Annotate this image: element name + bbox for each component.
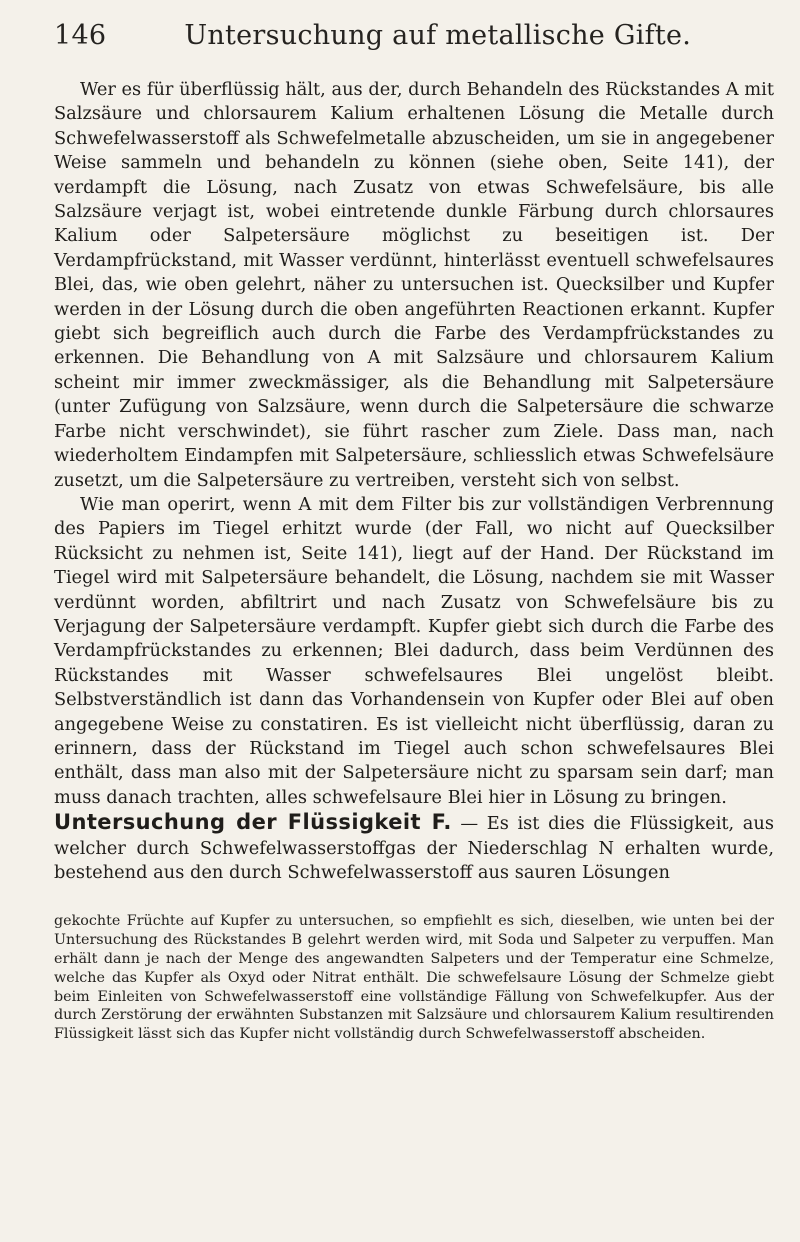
- running-head: [54, 22, 774, 66]
- running-head-title: Untersuchung auf metallische Gifte.: [184, 20, 692, 51]
- paragraph-filter-combustion: Wie man operirt, wenn A mit dem Filter bis zur vollständigen Verbrennung des Papiers im Tiegel erhitzt wurde (der Fall, wo nicht auf Quecksilber Rücksicht zu nehmen ist, Seite 141), liegt auf der Hand. Der Rückstand im Tiegel wird mit Salpetersäure behandelt, die Lösung, nachdem sie mit Wasser verdünnt worden, abfiltrirt und nach Zusatz von Schwefelsäure bis zu Verjagung der Salpetersäure verdampft. Kupfer giebt sich durch die Farbe des Verdampfrückstandes zu erkennen; Blei dadurch, dass beim Verdünnen des Rückstandes mit Wasser schwefelsaures Blei ungelöst bleibt. Selbstverständlich ist dann das Vorhandensein von Kupfer oder Blei auf oben angegebene Weise zu constatiren. Es ist vielleicht nicht überflüssig, daran zu erinnern, dass der Rückstand im Tiegel auch schon schwefelsaures Blei enthält, dass man also mit der Salpetersäure nicht zu sparsam sein darf; man muss danach trachten, alles schwefelsaure Blei hier in Lösung zu bringen.: [54, 493, 774, 808]
- section-liquid-f: [54, 810, 774, 885]
- footnote-text: gekochte Früchte auf Kupfer zu untersuchen, so empfiehlt es sich, dieselben, wie unten bei der Untersuchung des Rückstandes B gelehrt werden wird, mit Soda und Salpeter zu verpuffen. Man erhält dann je nach der Menge des angewandten Salpeters und der Temperatur eine Schmelze, welche das Kupfer als Oxyd oder Nitrat enthält. Die schwefelsaure Lösung der Schmelze giebt beim Einleiten von Schwefelwasserstoff eine vollständige Fällung von Schwefelkupfer. Aus der durch Zerstörung der erwähnten Substanzen mit Salzsäure und chlorsaurem Kalium resultirenden Flüssigkeit lässt sich das Kupfer nicht vollständig durch Schwefelwasserstoff abscheiden.: [54, 913, 774, 1043]
- section-heading: Untersuchung der Flüssigkeit F.: [54, 810, 452, 835]
- paragraph-dissolution-method: Wer es für überflüssig hält, aus der, durch Behandeln des Rückstandes A mit Salzsäure und chlorsaurem Kalium erhaltenen Lösung die Metalle durch Schwefelwasserstoff als Schwefelmetalle abzuscheiden, um sie in angegebener Weise sammeln und behandeln zu können (siehe oben, Seite 141), der verdampft die Lösung, nach Zusatz von etwas Schwefelsäure, bis alle Salzsäure verjagt ist, wobei eintretende dunkle Färbung durch chlorsaures Kalium oder Salpetersäure möglichst zu beseitigen ist. Der Verdampfrückstand, mit Wasser verdünnt, hinterlässt eventuell schwefelsaures Blei, das, wie oben gelehrt, näher zu untersuchen ist. Quecksilber und Kupfer werden in der Lösung durch die oben angeführten Reactionen erkannt. Kupfer giebt sich begreiflich auch durch die Farbe des Verdampfrückstandes zu erkennen. Die Behandlung von A mit Salzsäure und chlorsaurem Kalium scheint mir immer zweckmässiger, als die Behandlung mit Salpetersäure (unter Zufügung von Salzsäure, wenn durch die Salpetersäure die schwarze Farbe nicht verschwindet), sie führt rascher zum Ziele. Dass man, nach wiederholtem Eindampfen mit Salpetersäure, schliesslich etwas Schwefelsäure zusetzt, um die Salpetersäure zu vertreiben, versteht sich von selbst.: [54, 79, 774, 491]
- section-text: — Es ist dies die Flüssigkeit, aus welcher durch Schwefelwasserstoffgas der Niederschlag N erhalten wurde, bestehend aus den durch Schwefelwasserstoff aus sauren Lösungen: [54, 813, 774, 883]
- page-number: 146: [54, 20, 107, 51]
- main-text: [54, 78, 774, 885]
- footnote: [54, 912, 774, 1044]
